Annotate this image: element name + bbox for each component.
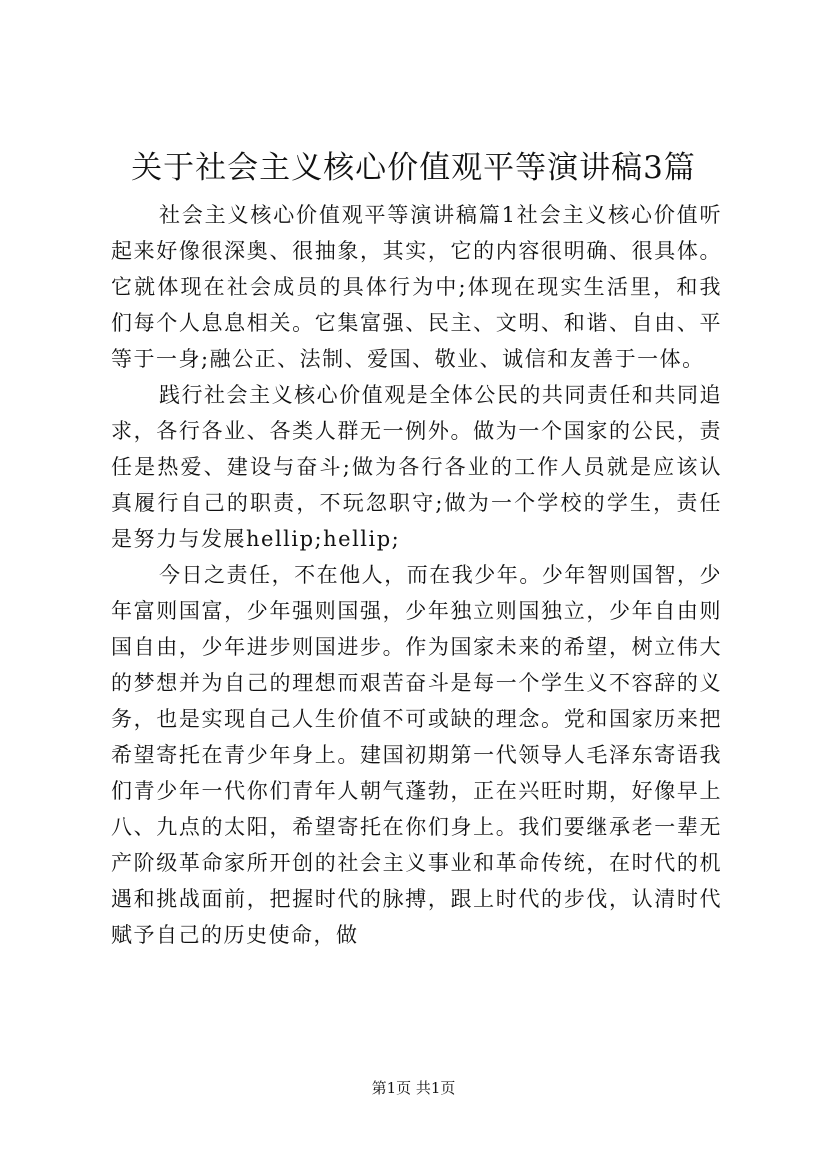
paragraph-3: 今日之责任，不在他人，而在我少年。少年智则国智，少年富则国富，少年强则国强，少年独立则国独立，少年自由则国自由，少年进步则国进步。作为国家未来的希望，树立伟大的梦想并为自己的理想而艰苦奋斗是每一个学生义不容辞的义务，也是实现自己人生价值不可或缺的理念。党和国家历来把希望寄托在青少年身上。建国初期第一代领导人毛泽东寄语我们青少年一代你们青年人朝气蓬勃，正在兴旺时期，好像早上八、九点的太阳，希望寄托在你们身上。我们要继承老一辈无产阶级革命家所开创的社会主义事业和革命传统，在时代的机遇和挑战面前，把握时代的脉搏，跟上时代的步伐，认清时代赋予自己的历史使命，做	[111, 563, 722, 947]
page-footer: 第1页 共1页	[371, 1079, 456, 1097]
document-title: 关于社会主义核心价值观平等演讲稿3篇	[131, 150, 696, 186]
document-body	[111, 197, 722, 953]
paragraph-2: 践行社会主义核心价值观是全体公民的共同责任和共同追求，各行各业、各类人群无一例外。做为一个国家的公民，责任是热爱、建设与奋斗;做为各行各业的工作人员就是应该认真履行自己的职责，不玩忽职守;做为一个学校的学生，责任是努力与发展hellip;hellip;	[111, 383, 722, 551]
paragraph-1: 社会主义核心价值观平等演讲稿篇1社会主义核心价值听起来好像很深奥、很抽象，其实，它的内容很明确、很具体。它就体现在社会成员的具体行为中;体现在现实生活里，和我们每个人息息相关。它集富强、民主、文明、和谐、自由、平等于一身;融公正、法制、爱国、敬业、诚信和友善于一体。	[111, 203, 722, 371]
